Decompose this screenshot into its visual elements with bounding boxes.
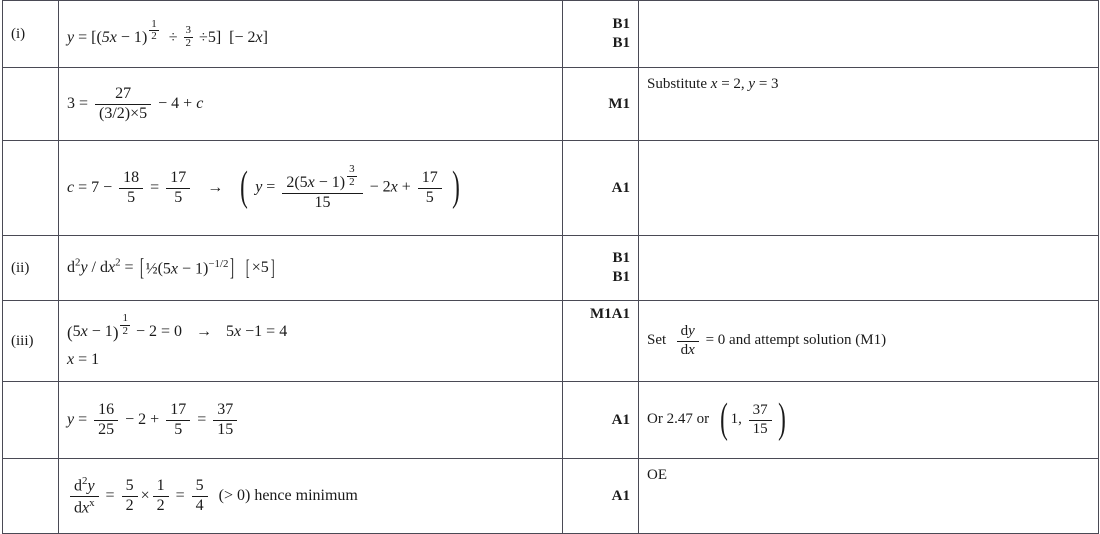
mark-value: A1 — [611, 179, 630, 196]
question-label: (i) — [3, 1, 59, 68]
table-row — [3, 68, 1099, 141]
comment-cell — [639, 236, 1099, 301]
table-row — [3, 141, 1099, 236]
mark-value: A1 — [611, 411, 630, 428]
working-cell — [59, 382, 563, 459]
table-row — [3, 459, 1099, 534]
working-expression: $\frac{d^2y}{dx^x}$ = $\frac{5}{2}$ × $\frac{1}{2}$ = $\frac{5}{4}$ (> 0) hence minimum — [67, 487, 358, 504]
working-expression: c = 7 − $\frac{18}{5}$ = $\frac{17}{5}$ → ( y = 2(5x − 1) $^{\frac{3}{2}}$ 15 − 2x + $\frac{17}{5}$ ) — [67, 163, 460, 211]
table-row — [3, 236, 1099, 301]
table-row — [3, 382, 1099, 459]
question-label: (ii) — [3, 236, 59, 301]
comment-cell — [639, 301, 1099, 382]
working-cell — [59, 459, 563, 534]
mark-cell — [563, 68, 639, 141]
working-expression: (5x − 1) $^{\frac{1}{2}}$ − 2 = 0 → 5x −1 = 4 — [67, 312, 288, 342]
working-note: (> 0) hence minimum — [218, 486, 358, 504]
mark-cell — [563, 459, 639, 534]
comment-word: Or 2.47 or — [647, 411, 710, 428]
question-label: (iii) — [3, 301, 59, 382]
mark-cell — [563, 382, 639, 459]
comment-text: Set $\frac{dy}{dx}$ = 0 and attempt solution (M1) — [647, 323, 887, 358]
working-cell — [59, 301, 563, 382]
mark-value: B1 — [612, 269, 630, 285]
comment-cell — [639, 141, 1099, 236]
mark-value: M1 — [608, 95, 630, 112]
table-row — [3, 301, 1099, 382]
mark-cell — [563, 141, 639, 236]
working-expression: y = [(5x − 1) $^{\frac{1}{2}}$ ÷ $\frac{3}{2}$ ÷5] [− 2x] — [67, 17, 268, 49]
table-row — [3, 1, 1099, 68]
comment-text: Substitute x = 2, y = 3 — [647, 76, 779, 92]
working-expression: y = $\frac{16}{25}$ − 2 + $\frac{17}{5}$ = $\frac{37}{15}$ — [67, 411, 240, 428]
comment-cell: OE — [639, 459, 1099, 534]
mark-value: B1 — [612, 16, 630, 33]
working-expression: 3 = $\frac{27}{(3/2)\times 5}$ − 4 + c — [67, 85, 204, 122]
working-cell — [59, 141, 563, 236]
mark-value: B1 — [612, 35, 630, 51]
comment-text: Or 2.47 or ( 1, $\frac{37}{15}$ ) — [647, 396, 786, 443]
working-expression-2: x = 1 — [67, 350, 100, 368]
working-cell — [59, 68, 563, 141]
comment-tail: = 0 and attempt solution (M1) — [705, 332, 887, 349]
working-expression: $d^2y / dx^2$ = [ ½(5x − 1)$^{-1/2}$] [ ×5] — [67, 254, 275, 281]
comment-word: Substitute — [647, 76, 708, 92]
mark-value: A1 — [611, 487, 630, 504]
mark-value: B1 — [612, 250, 630, 267]
mark-scheme-table — [2, 0, 1099, 534]
question-label — [3, 68, 59, 141]
question-label — [3, 141, 59, 236]
comment-cell — [639, 68, 1099, 141]
working-cell — [59, 1, 563, 68]
comment-word: Set — [647, 332, 667, 349]
mark-cell — [563, 236, 639, 301]
question-label — [3, 459, 59, 534]
mark-cell — [563, 1, 639, 68]
top-rule — [2, 0, 1098, 1]
question-label — [3, 382, 59, 459]
working-cell — [59, 236, 563, 301]
comment-cell — [639, 382, 1099, 459]
mark-value: M1A1 — [590, 306, 630, 322]
mark-cell — [563, 301, 639, 382]
comment-cell — [639, 1, 1099, 68]
